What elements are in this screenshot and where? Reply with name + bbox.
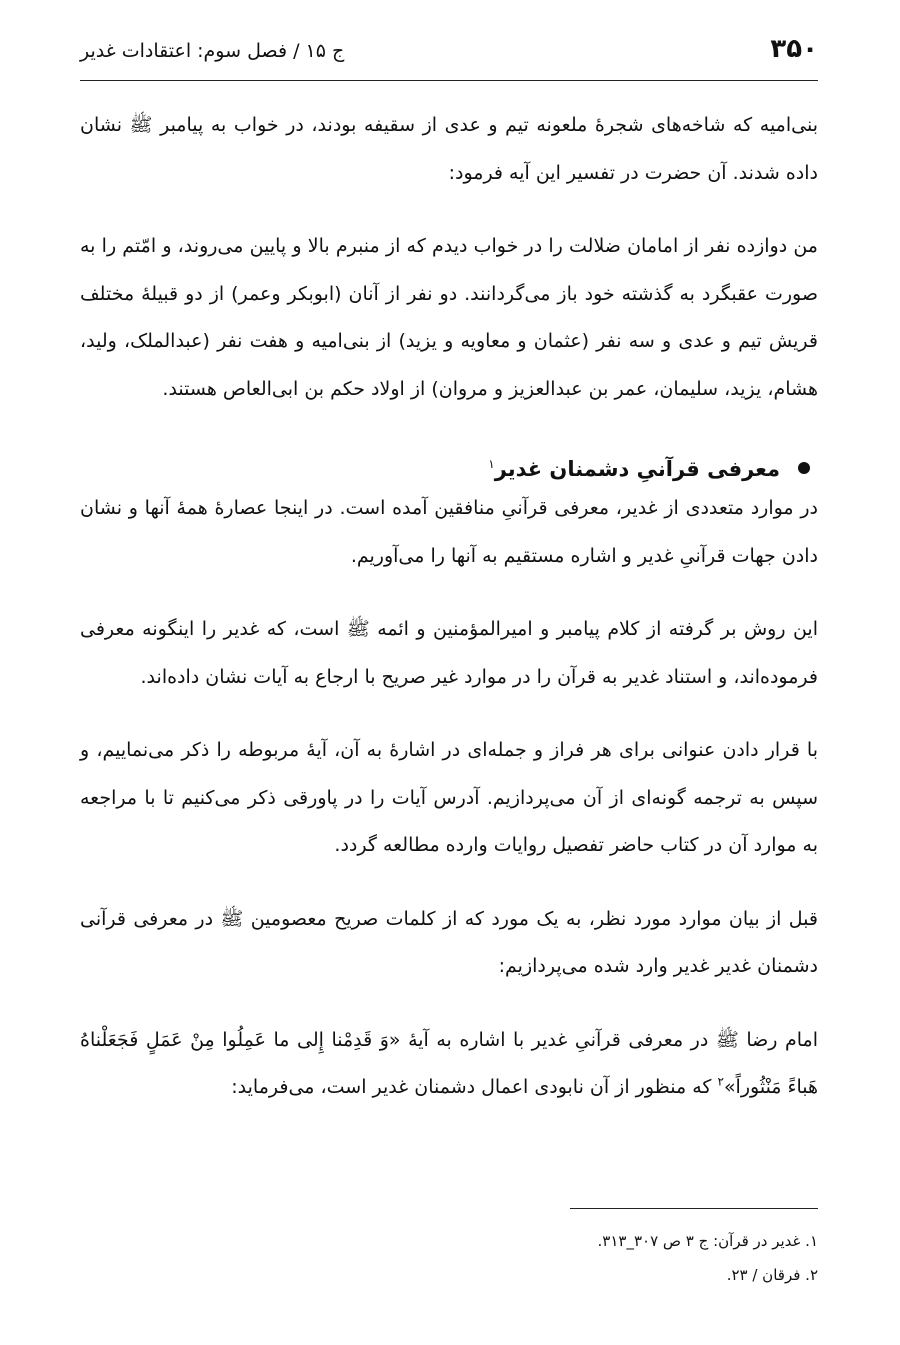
main-text [80, 102, 818, 1138]
footnote-mark-2: ۲ [717, 1074, 724, 1089]
footnote-rule [570, 1208, 818, 1209]
verse-continuation: که منظور از آن نابودی اعمال دشمنان غدیر است، می‌فرماید: [231, 1076, 718, 1098]
paragraph: قبل از بیان موارد مورد نظر، به یک مورد که از کلمات صریح معصومین ﷺ در معرفی قرآنی دشمنان غدیر غدیر وارد شده می‌پردازیم: [80, 907, 818, 977]
paragraph: در موارد متعددی از غدیر، معرفی قرآنیِ منافقین آمده است. در اینجا عصارهٔ همهٔ آنها و نشان دادن جهات قرآنیِ غدیر و اشاره مستقیم به آنها را می‌آوریم. [80, 497, 818, 567]
verse-paragraph [80, 1017, 818, 1112]
paragraph: این روش بر گرفته از کلام پیامبر و امیرالمؤمنین و ائمه ﷺ است، که غدیر را اینگونه معرفی فرموده‌اند، و استناد غدیر به قرآن را در موارد غیر صریح با ارجاع به آیات نشان داده‌اند. [80, 618, 818, 688]
page-number: ۳۵۰ [770, 34, 818, 64]
running-title: ج ۱۵ / فصل سوم: اعتقادات غدیر [80, 40, 345, 62]
quoted-hadith-paragraph: من دوازده نفر از امامان ضلالت را در خواب دیدم که از منبرم بالا و پایین می‌روند، و امّتم را به صورت عقبگرد به گذشته خود باز می‌گردانند. دو نفر از آنان (ابوبکر وعمر) از دو قبیلهٔ مختلف قریش تیم و عدی و سه نفر (عثمان و معاویه و یزید) از بنی‌امیه و هفت نفر (عبدالملک، ولید، هشام، یزید، سلیمان، عمر بن عبدالعزیز و مروان) از اولاد حکم بن ابی‌العاص هستند. [80, 235, 818, 400]
running-header [80, 28, 818, 78]
header-rule [80, 80, 818, 81]
bullet-icon [798, 462, 810, 474]
footnote-mark-1: ۱ [488, 457, 495, 471]
section-heading [80, 447, 818, 491]
footnote-1: ۱. غدیر در قرآن: ج ۳ ص ۳۰۷_۳۱۳. [597, 1232, 818, 1250]
paragraph: بنی‌امیه که شاخه‌های شجرهٔ ملعونه تیم و عدی از سقیفه بودند، در خواب به پیامبر ﷺ نشان داده شدند. آن حضرت در تفسیر این آیه فرمود: [80, 114, 818, 184]
footnote-2: ۲. فرقان / ۲۳. [726, 1266, 818, 1284]
footnotes [80, 1224, 818, 1292]
section-heading-text: معرفی قرآنیِ دشمنان غدیر [494, 457, 780, 481]
paragraph: با قرار دادن عنوانی برای هر فراز و جمله‌ای در اشارهٔ به آن، آیهٔ مربوطه را ذکر می‌نماییم، و سپس به ترجمه گونه‌ای از آن می‌پردازیم. آدرس آیات را در پاورقی ذکر می‌کنیم تا با مراجعه به موارد آن در کتاب حاضر تفصیل روایات وارده مطالعه گردد. [80, 739, 818, 856]
verse-text: امام رضا ﷺ در معرفی قرآنیِ غدیر با اشاره به آیهٔ «وَ قَدِمْنا إِلی ما عَمِلُوا مِنْ عَمَلٍ فَجَعَلْناهُ هَباءً مَنْثُوراً» [80, 1028, 818, 1098]
